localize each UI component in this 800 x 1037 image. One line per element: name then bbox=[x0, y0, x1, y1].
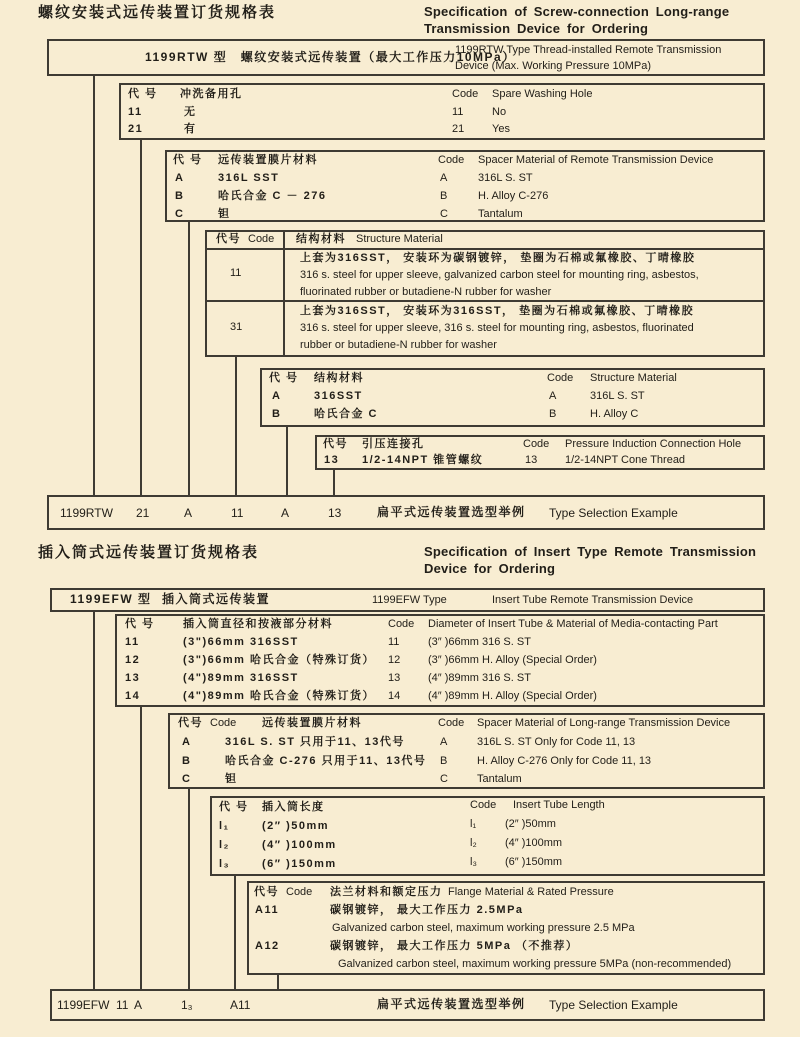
s2-example-code4: 1₃ bbox=[181, 998, 193, 1012]
s1-structure-table-row1-en2: fluorinated rubber or butadiene-N rubber for washer bbox=[300, 286, 552, 298]
s2-length-header-en: Insert Tube Length bbox=[513, 799, 605, 811]
s2-spacer-rowB-zh: 哈氏合金 C-276 只用于11、13代号 bbox=[225, 755, 427, 767]
s1-spacer-rowB-code-en: B bbox=[440, 190, 448, 202]
s2-spacer-rowC-zh: 钽 bbox=[225, 773, 238, 785]
s1-wash-header-code-en: Code bbox=[452, 88, 479, 100]
s2-diameter-header-zh: 插入筒直径和按液部分材料 bbox=[183, 618, 333, 630]
s2-length-row2-code-en: l₂ bbox=[470, 837, 477, 849]
s2-diameter-row2-code-zh: 12 bbox=[125, 654, 141, 666]
s1-structure-rowB-en: H. Alloy C bbox=[590, 408, 639, 420]
s1-wash-row1-zh: 无 bbox=[184, 106, 197, 118]
s1-model-en-line2: Device (Max. Working Pressure 10MPa) bbox=[455, 60, 652, 72]
s2-flange-row2-code: A12 bbox=[255, 940, 280, 952]
s1-structure-rowB-code-zh: B bbox=[272, 408, 282, 420]
s2-diameter-header-en: Diameter of Insert Tube & Material of Media-contacting Part bbox=[428, 618, 718, 630]
s1-structure-table-header-divider bbox=[205, 248, 765, 250]
s2-flange-row1-zh: 碳钢镀锌， 最大工作压力 2.5MPa bbox=[330, 904, 524, 916]
s1-structure-table-row2-code: 31 bbox=[230, 321, 243, 333]
s1-wash-row1-en: No bbox=[492, 106, 507, 118]
s1-spacer-rowA-code-en: A bbox=[440, 172, 448, 184]
s2-spacer-rowC-en: Tantalum bbox=[477, 773, 522, 785]
s1-pressure-row-zh: 1/2-14NPT 锥管螺纹 bbox=[362, 454, 484, 466]
s1-structure-table-header-code-zh: 代号 bbox=[216, 233, 241, 245]
s2-title-zh: 插入筒式远传装置订货规格表 bbox=[38, 544, 260, 561]
s2-diameter-row4-code-zh: 14 bbox=[125, 690, 141, 702]
s2-diameter-row3-zh: (4")89mm 316SST bbox=[183, 672, 299, 684]
s2-length-row2-code-zh: l₂ bbox=[219, 839, 230, 851]
s2-example-label-en: Type Selection Example bbox=[549, 998, 678, 1012]
s1-structure-table-row-divider bbox=[205, 300, 765, 302]
s1-structure-rowA-code-zh: A bbox=[272, 390, 282, 402]
s1-wash-header-code-zh: 代 号 bbox=[128, 88, 158, 100]
s2-spacer-rowA-zh: 316L S. ST 只用于11、13代号 bbox=[225, 736, 405, 748]
s1-connector-spacer bbox=[188, 222, 190, 495]
s2-diameter-row2-code-en: 12 bbox=[388, 654, 401, 666]
s1-connector-structure-table bbox=[235, 357, 237, 495]
s2-diameter-row1-zh: (3")66mm 316SST bbox=[183, 636, 299, 648]
s2-length-row3-en: (6″ )150mm bbox=[505, 856, 563, 868]
s1-structure-table-row1-zh: 上套为316SST， 安装环为碳钢镀锌， 垫圈为石棉或氟橡胶、丁晴橡胶 bbox=[300, 252, 696, 264]
s1-model-en-line1: 1199RTW Type Thread-installed Remote Transmission bbox=[455, 44, 722, 56]
s1-spacer-header-en: Spacer Material of Remote Transmission Device bbox=[478, 154, 714, 166]
s1-pressure-header-zh: 引压连接孔 bbox=[362, 438, 425, 450]
s2-example-code3: A bbox=[134, 998, 143, 1012]
s1-title-en-line1: Specification of Screw-connection Long-range bbox=[424, 4, 730, 19]
s1-connector-pressure bbox=[333, 470, 335, 495]
s2-length-row1-en: (2″ )50mm bbox=[505, 818, 556, 830]
s2-diameter-row3-code-zh: 13 bbox=[125, 672, 141, 684]
s1-wash-row2-code-en: 21 bbox=[452, 123, 465, 135]
s1-structure-header-code-zh: 代 号 bbox=[269, 372, 299, 384]
s2-connector-model bbox=[93, 610, 95, 989]
s2-spacer-rowB-en: H. Alloy C-276 Only for Code 11, 13 bbox=[477, 755, 652, 767]
s1-structure-rowA-code-en: A bbox=[549, 390, 557, 402]
s2-title-en-line2: Device for Ordering bbox=[424, 561, 556, 576]
s2-title-en-line1: Specification of Insert Type Remote Transmission bbox=[424, 544, 757, 559]
s1-pressure-header-code-zh: 代号 bbox=[323, 438, 348, 450]
s2-example-code1: 1199EFW bbox=[57, 998, 110, 1012]
s2-connector-spacer bbox=[188, 789, 190, 989]
s1-example-code2: 21 bbox=[136, 506, 150, 520]
s2-flange-header-code-zh: 代号 bbox=[254, 886, 279, 898]
s2-length-row2-en: (4″ )100mm bbox=[505, 837, 563, 849]
s2-length-header-zh: 插入筒长度 bbox=[262, 801, 325, 813]
s1-structure-header-zh: 结构材料 bbox=[314, 372, 364, 384]
s2-flange-row2-zh: 碳钢镀锌， 最大工作压力 5MPa （不推荐） bbox=[330, 940, 579, 952]
s2-length-header-code-en: Code bbox=[470, 799, 497, 811]
s2-example-code5: A11 bbox=[230, 998, 251, 1012]
s1-structure-table-row2-en1: 316 s. steel for upper sleeve, 316 s. steel for mounting ring, asbestos, fluorinated bbox=[300, 322, 694, 334]
s1-example-code4: 11 bbox=[231, 506, 244, 520]
s1-wash-header-en: Spare Washing Hole bbox=[492, 88, 593, 100]
s1-pressure-row-en: 1/2-14NPT Cone Thread bbox=[565, 454, 686, 466]
s2-length-row1-code-zh: l₁ bbox=[219, 820, 230, 832]
s1-spacer-rowB-code-zh: B bbox=[175, 190, 185, 202]
s2-flange-header-zh: 法兰材料和额定压力 bbox=[330, 886, 443, 898]
s1-example-label-zh: 扁平式远传装置选型举例 bbox=[377, 505, 526, 519]
s1-spacer-rowC-code-en: C bbox=[440, 208, 448, 220]
s1-example-code6: 13 bbox=[328, 506, 342, 520]
s1-spacer-rowB-en: H. Alloy C-276 bbox=[478, 190, 549, 202]
s2-length-header-code-zh: 代 号 bbox=[219, 801, 249, 813]
s2-connector-diameter bbox=[140, 707, 142, 989]
s2-spacer-rowA-code-zh: A bbox=[182, 736, 192, 748]
s1-structure-rowA-zh: 316SST bbox=[314, 390, 363, 402]
s2-spacer-rowA-en: 316L S. ST Only for Code 11, 13 bbox=[477, 736, 636, 748]
s2-diameter-row4-code-en: 14 bbox=[388, 690, 401, 702]
s1-structure-table-row1-code: 11 bbox=[230, 267, 242, 279]
s2-length-row1-code-en: l₁ bbox=[470, 818, 477, 830]
s1-wash-row1-code-zh: 11 bbox=[128, 106, 143, 118]
s1-pressure-row-code-zh: 13 bbox=[324, 454, 340, 466]
s2-flange-row2-en: Galvanized carbon steel, maximum working pressure 5MPa (non-recommended) bbox=[338, 958, 732, 970]
s1-structure-table-header-zh: 结构材料 bbox=[296, 233, 346, 245]
s2-flange-header-code-en: Code bbox=[286, 886, 313, 898]
s1-spacer-rowC-zh: 钽 bbox=[218, 208, 231, 220]
s2-diameter-row1-code-zh: 11 bbox=[125, 636, 140, 648]
s1-connector-structure bbox=[286, 427, 288, 495]
s2-length-row1-zh: (2″ )50mm bbox=[262, 820, 330, 832]
s2-connector-length bbox=[234, 876, 236, 989]
s2-spacer-rowC-code-zh: C bbox=[182, 773, 192, 785]
s1-connector-model bbox=[93, 75, 95, 495]
s2-length-row2-zh: (4″ )100mm bbox=[262, 839, 337, 851]
s2-diameter-row3-code-en: 13 bbox=[388, 672, 401, 684]
s2-flange-header-en: Flange Material & Rated Pressure bbox=[448, 886, 614, 898]
s1-spacer-rowA-code-zh: A bbox=[175, 172, 185, 184]
s1-model-zh: 1199RTW 型 螺纹安装式远传装置（最大工作压力10MPa） bbox=[145, 50, 516, 64]
s2-flange-row1-code: A11 bbox=[255, 904, 280, 916]
s1-spacer-rowA-zh: 316L SST bbox=[218, 172, 280, 184]
s1-structure-table-header-en: Structure Material bbox=[356, 233, 443, 245]
s2-spacer-header-code-en: Code bbox=[210, 717, 237, 729]
s1-spacer-header-zh: 远传装置膜片材料 bbox=[218, 154, 318, 166]
s1-example-code1: 1199RTW bbox=[60, 506, 113, 520]
s2-diameter-row2-zh: (3")66mm 哈氏合金（特殊订货） bbox=[183, 654, 376, 666]
s1-spacer-rowA-en: 316L S. ST bbox=[478, 172, 533, 184]
s2-diameter-row4-en: (4″ )89mm H. Alloy (Special Order) bbox=[428, 690, 597, 702]
s2-diameter-row3-en: (4″ )89mm 316 S. ST bbox=[428, 672, 531, 684]
s1-example-code5: A bbox=[281, 506, 290, 520]
s1-wash-row1-code-en: 11 bbox=[452, 106, 464, 118]
s1-spacer-header-code-zh: 代 号 bbox=[173, 154, 203, 166]
s1-wash-header-zh: 冲洗备用孔 bbox=[180, 88, 243, 100]
s2-spacer-rowA-code-en: A bbox=[440, 736, 448, 748]
s1-structure-table-row1-en1: 316 s. steel for upper sleeve, galvanized carbon steel for mounting ring, asbestos, bbox=[300, 269, 699, 281]
s2-example-code2: 11 bbox=[116, 998, 129, 1012]
s2-spacer-header-code-zh: 代号 bbox=[178, 717, 203, 729]
s1-spacer-rowB-zh: 哈氏合金 C － 276 bbox=[218, 190, 327, 202]
s2-model-zh2: 插入筒式远传装置 bbox=[162, 592, 271, 606]
s1-connector-wash bbox=[140, 140, 142, 495]
s1-structure-rowA-en: 316L S. ST bbox=[590, 390, 645, 402]
s1-structure-header-code-en: Code bbox=[547, 372, 574, 384]
s1-pressure-header-code-en: Code bbox=[523, 438, 550, 450]
s1-example-code3: A bbox=[184, 506, 193, 520]
s1-structure-table-row2-en2: rubber or butadiene-N rubber for washer bbox=[300, 339, 497, 351]
s1-title-zh: 螺纹安装式远传装置订货规格表 bbox=[38, 4, 277, 21]
s2-diameter-header-code-zh: 代 号 bbox=[125, 618, 155, 630]
s2-diameter-row2-en: (3″ )66mm H. Alloy (Special Order) bbox=[428, 654, 597, 666]
s2-spacer-header-zh: 远传装置膜片材料 bbox=[262, 717, 362, 729]
s2-length-row3-zh: (6″ )150mm bbox=[262, 858, 337, 870]
s2-length-row3-code-zh: l₃ bbox=[219, 858, 231, 870]
s2-spacer-rowC-code-en: C bbox=[440, 773, 448, 785]
s1-pressure-header-en: Pressure Induction Connection Hole bbox=[565, 438, 742, 450]
s1-structure-table-row2-zh: 上套为316SST， 安装环为316SST， 垫圈为石棉或氟橡胶、丁晴橡胶 bbox=[300, 305, 695, 317]
s2-length-row3-code-en: l₃ bbox=[470, 856, 477, 868]
s2-spacer-rowB-code-zh: B bbox=[182, 755, 192, 767]
s1-title-en-line2: Transmission Device for Ordering bbox=[424, 21, 649, 36]
s1-structure-rowB-zh: 哈氏合金 C bbox=[314, 408, 378, 420]
s1-structure-table-header-code-en: Code bbox=[248, 233, 275, 245]
s2-spacer-rowB-code-en: B bbox=[440, 755, 448, 767]
s1-spacer-rowC-code-zh: C bbox=[175, 208, 185, 220]
s1-wash-row2-zh: 有 bbox=[184, 123, 197, 135]
s2-model-en1: 1199EFW Type bbox=[372, 594, 447, 606]
s2-spacer-header-code-en2: Code bbox=[438, 717, 465, 729]
s2-model-zh1: 1199EFW 型 bbox=[70, 592, 152, 606]
s2-model-en2: Insert Tube Remote Transmission Device bbox=[492, 594, 694, 606]
s2-diameter-header-code-en: Code bbox=[388, 618, 415, 630]
s2-flange-row1-en: Galvanized carbon steel, maximum working pressure 2.5 MPa bbox=[332, 922, 635, 934]
s2-diameter-row1-en: (3″ )66mm 316 S. ST bbox=[428, 636, 531, 648]
s1-wash-row2-code-zh: 21 bbox=[128, 123, 144, 135]
s1-spacer-header-code-en: Code bbox=[438, 154, 465, 166]
s2-example-label-zh: 扁平式远传装置选型举例 bbox=[377, 997, 526, 1011]
s1-example-label-en: Type Selection Example bbox=[549, 506, 678, 520]
s1-pressure-row-code-en: 13 bbox=[525, 454, 538, 466]
s2-connector-flange bbox=[277, 975, 279, 989]
s1-wash-row2-en: Yes bbox=[492, 123, 510, 135]
s1-structure-rowB-code-en: B bbox=[549, 408, 557, 420]
s2-spacer-header-en: Spacer Material of Long-range Transmission Device bbox=[477, 717, 731, 729]
s2-diameter-row4-zh: (4")89mm 哈氏合金（特殊订货） bbox=[183, 690, 376, 702]
s2-diameter-row1-code-en: 11 bbox=[388, 636, 400, 648]
s1-spacer-rowC-en: Tantalum bbox=[478, 208, 523, 220]
s1-structure-header-en: Structure Material bbox=[590, 372, 677, 384]
